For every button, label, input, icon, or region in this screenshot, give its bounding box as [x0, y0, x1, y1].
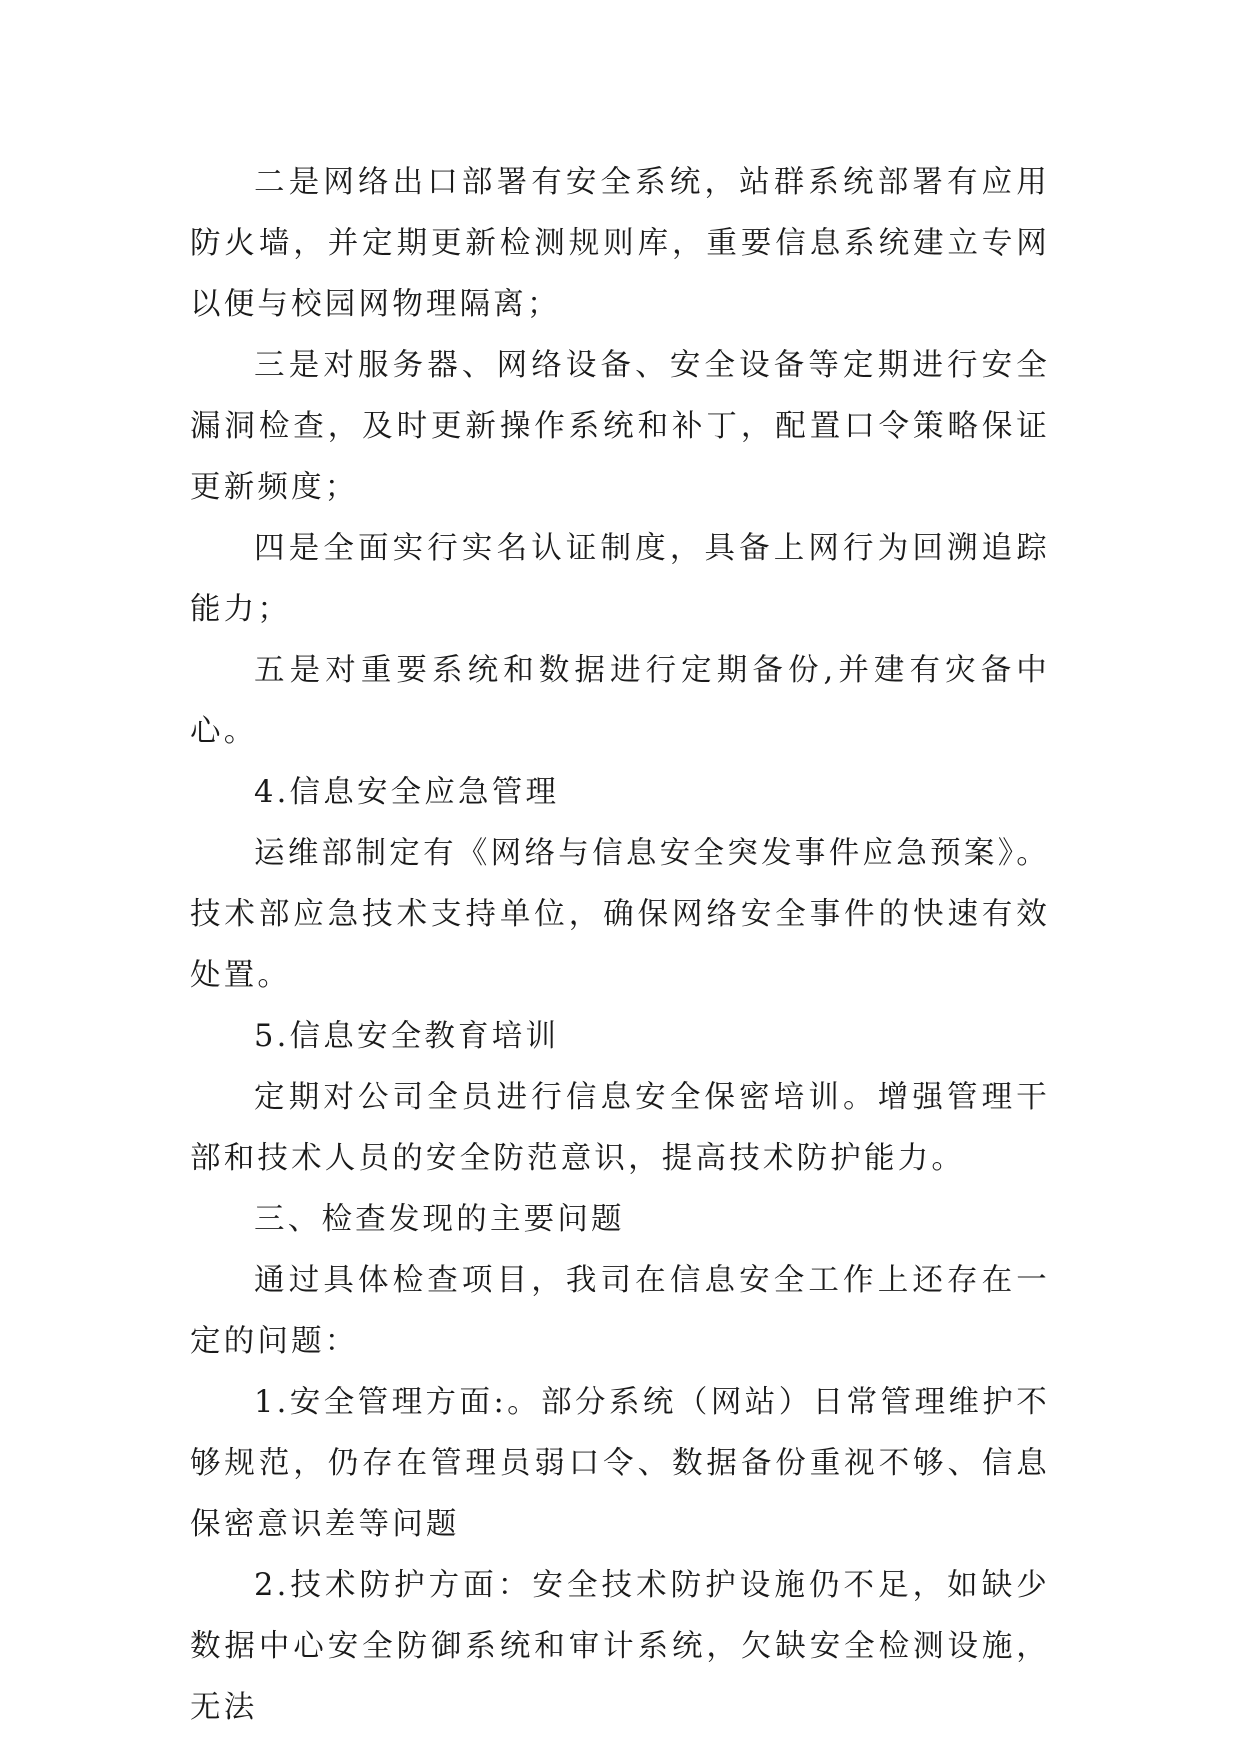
paragraph-problems-intro: 通过具体检查项目，我司在信息安全工作上还存在一定的问题： — [190, 1263, 1050, 1359]
heading-education-training: 5.信息安全教育培训 — [254, 1019, 560, 1054]
paragraph-technical-issues: 2.技术防护方面：安全技术防护设施仍不足，如缺少数据中心安全防御系统和审计系统，欠缺安全检测设施，无法 — [190, 1568, 1050, 1725]
paragraph-security-deployment: 二是网络出口部署有安全系统，站群系统部署有应用防火墙，并定期更新检测规则库，重要信息系统建立专网以便与校园网物理隔离； — [190, 165, 1050, 322]
paragraph-data-backup: 五是对重要系统和数据进行定期备份,并建有灾备中心。 — [190, 653, 1050, 749]
paragraph-management-issues: 1.安全管理方面:。部分系统（网站）日常管理维护不够规范，仍存在管理员弱口令、数据备份重视不够、信息保密意识差等问题 — [190, 1385, 1050, 1542]
heading-emergency-management: 4.信息安全应急管理 — [254, 775, 560, 810]
document-body — [190, 152, 1050, 1738]
paragraph-real-name-auth: 四是全面实行实名认证制度，具备上网行为回溯追踪能力； — [190, 531, 1050, 627]
heading-problems-found: 三、检查发现的主要问题 — [254, 1202, 625, 1237]
paragraph-training: 定期对公司全员进行信息安全保密培训。增强管理干部和技术人员的安全防范意识，提高技术防护能力。 — [190, 1080, 1050, 1176]
paragraph-vulnerability-check: 三是对服务器、网络设备、安全设备等定期进行安全漏洞检查，及时更新操作系统和补丁，配置口令策略保证更新频度； — [190, 348, 1050, 505]
paragraph-emergency-plan: 运维部制定有《网络与信息安全突发事件应急预案》。技术部应急技术支持单位，确保网络安全事件的快速有效处置。 — [190, 836, 1050, 993]
